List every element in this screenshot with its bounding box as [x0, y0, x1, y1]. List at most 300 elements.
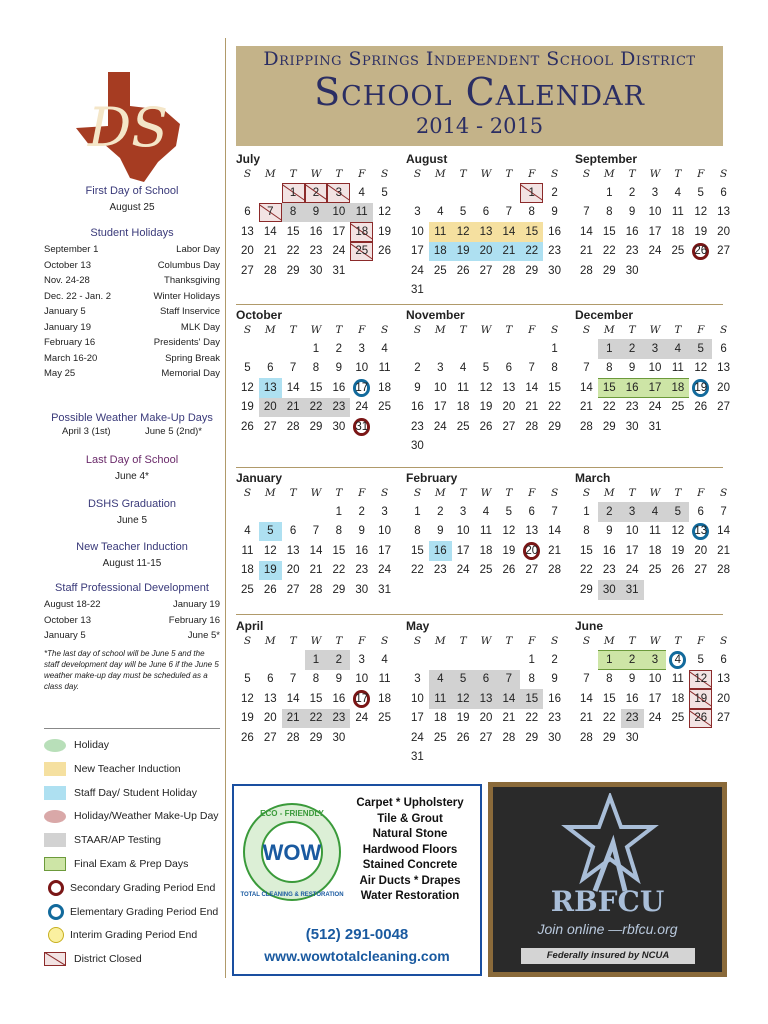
star-icon: [555, 793, 665, 893]
day-number: 20: [263, 401, 277, 414]
day-cell: [373, 650, 396, 670]
day-cell: [598, 689, 621, 709]
day-number: 28: [717, 564, 730, 577]
day-cell: [712, 650, 735, 670]
weekday-label: S: [719, 487, 728, 499]
day-number: 2: [628, 653, 636, 666]
day-number: 30: [309, 264, 323, 277]
day-cell: [543, 417, 566, 437]
day-cell: [575, 398, 598, 418]
day-number: 22: [580, 564, 593, 577]
day-number: 17: [648, 381, 662, 394]
day-number: 13: [479, 225, 493, 238]
month-march: [575, 471, 735, 600]
day-cell: [575, 541, 598, 561]
day-grid: [236, 339, 396, 437]
holiday-row: [44, 320, 220, 336]
day-number: 17: [332, 225, 346, 238]
legend-label: Holiday: [74, 739, 110, 751]
first-day-date: August 25: [109, 202, 155, 213]
day-number: 26: [479, 420, 493, 433]
service-item: Stained Concrete: [362, 859, 458, 871]
day-cell: [452, 561, 475, 581]
day-cell: [689, 378, 712, 398]
day-cell: [644, 242, 667, 262]
day-cell: [712, 561, 735, 581]
legend-item: [44, 806, 219, 826]
holiday-date: Dec. 22 - Jan. 2: [44, 290, 112, 302]
day-cell: [497, 541, 520, 561]
day-cell: [475, 261, 498, 281]
day-number: 21: [502, 712, 516, 725]
day-cell: [689, 398, 712, 418]
day-cell: [575, 261, 598, 281]
day-number: 11: [457, 381, 470, 394]
day-cell: [236, 670, 259, 690]
weekday-label: M: [603, 168, 615, 180]
day-number: 16: [602, 544, 616, 557]
day-number: 30: [355, 583, 369, 596]
day-cell: [543, 378, 566, 398]
day-cell: [452, 359, 475, 379]
day-cell: [305, 709, 328, 729]
weekday-label: T: [674, 324, 682, 336]
weekday-label: W: [480, 168, 492, 180]
day-cell: [598, 709, 621, 729]
empty-cell: [452, 339, 475, 359]
day-number: 9: [414, 381, 421, 394]
day-cell: [305, 561, 328, 581]
holiday-name: Staff Inservice: [159, 306, 220, 317]
weather-swatch-icon: [44, 810, 66, 823]
day-number: 26: [456, 264, 470, 277]
day-number: 28: [286, 731, 300, 744]
day-number: 27: [717, 401, 730, 414]
day-number: 8: [414, 525, 421, 538]
day-cell: [475, 417, 498, 437]
day-cell: [497, 359, 520, 379]
day-cell: [497, 670, 520, 690]
day-cell: [429, 541, 452, 561]
weekday-header: [406, 168, 566, 183]
day-number: 14: [548, 525, 561, 538]
day-number: 30: [625, 264, 639, 277]
holiday-name: Labor Day: [176, 244, 220, 255]
day-cell: [543, 339, 566, 359]
day-cell: [621, 670, 644, 690]
day-number: 31: [411, 751, 424, 764]
holiday-date: February 16: [44, 337, 96, 348]
day-cell: [282, 261, 305, 281]
day-cell: [689, 561, 712, 581]
day-cell: [666, 650, 689, 670]
day-cell: [520, 359, 543, 379]
weekday-label: F: [358, 168, 366, 180]
day-cell: [373, 689, 396, 709]
day-number: 15: [602, 225, 616, 238]
day-cell: [712, 709, 735, 729]
holiday-list: [44, 242, 220, 382]
weekday-header: [575, 168, 735, 183]
day-number: 9: [628, 362, 636, 375]
day-number: 28: [580, 264, 593, 277]
day-cell: [327, 502, 350, 522]
day-number: 26: [694, 245, 708, 258]
holiday-row: [44, 335, 220, 351]
day-number: 22: [309, 712, 323, 725]
day-cell: [689, 541, 712, 561]
day-cell: [429, 522, 452, 542]
day-number: 9: [606, 525, 613, 538]
day-number: 20: [525, 544, 539, 557]
weekday-label: F: [697, 487, 705, 499]
holiday-date: January 5: [44, 306, 86, 317]
empty-cell: [406, 650, 429, 670]
day-number: 22: [602, 401, 616, 414]
day-cell: [621, 222, 644, 242]
weekday-label: S: [582, 487, 591, 499]
day-cell: [644, 359, 667, 379]
day-cell: [543, 261, 566, 281]
day-cell: [406, 748, 429, 768]
day-number: 2: [551, 653, 558, 666]
day-number: 3: [414, 673, 421, 686]
day-cell: [644, 709, 667, 729]
pd-date: October 13: [44, 614, 91, 626]
weekday-label: S: [582, 168, 591, 180]
legend-label: Interim Grading Period End: [70, 929, 198, 942]
day-number: 24: [355, 401, 369, 414]
day-cell: [406, 541, 429, 561]
day-cell: [350, 242, 373, 262]
day-number: 5: [505, 505, 513, 518]
day-number: 8: [528, 673, 535, 686]
weekday-label: M: [603, 635, 615, 647]
day-number: 5: [697, 653, 704, 666]
day-cell: [452, 541, 475, 561]
empty-cell: [429, 183, 452, 203]
month-name: December: [575, 308, 634, 322]
day-number: 23: [332, 401, 346, 414]
weekday-label: S: [380, 324, 389, 336]
day-cell: [327, 359, 350, 379]
weekday-label: S: [719, 324, 728, 336]
day-number: 24: [648, 712, 662, 725]
day-number: 1: [606, 186, 613, 199]
day-cell: [644, 670, 667, 690]
day-number: 11: [671, 362, 684, 375]
day-number: 18: [378, 692, 391, 705]
day-number: 15: [525, 225, 539, 238]
website-link[interactable]: www.wowtotalcleaning.com: [264, 948, 450, 964]
day-cell: [373, 183, 396, 203]
day-number: 28: [502, 731, 516, 744]
weekday-label: W: [480, 487, 492, 499]
day-number: 6: [720, 186, 727, 199]
weekday-label: M: [434, 635, 446, 647]
holiday-date: January 19: [44, 321, 92, 333]
day-number: 10: [648, 673, 662, 686]
day-number: 24: [411, 731, 424, 744]
day-number: 6: [244, 206, 251, 219]
day-cell: [259, 709, 282, 729]
day-number: 8: [312, 673, 320, 686]
day-cell: [282, 689, 305, 709]
day-cell: [406, 359, 429, 379]
day-cell: [712, 203, 735, 223]
badge-top-text: ECO - FRIENDLY: [260, 809, 324, 818]
day-cell: [406, 242, 429, 262]
weekday-label: S: [380, 168, 389, 180]
day-cell: [350, 502, 373, 522]
day-number: 3: [414, 206, 421, 219]
day-cell: [282, 417, 305, 437]
empty-cell: [305, 502, 328, 522]
day-cell: [598, 359, 621, 379]
day-number: 16: [332, 692, 346, 705]
day-cell: [373, 561, 396, 581]
empty-cell: [236, 339, 259, 359]
day-number: 12: [378, 206, 391, 219]
legend-label: New Teacher Induction: [74, 762, 181, 775]
day-number: 28: [309, 583, 323, 596]
day-cell: [621, 709, 644, 729]
ncua-badge: Federally insured by NCUA: [521, 948, 695, 964]
day-number: 2: [414, 362, 421, 375]
day-cell: [497, 417, 520, 437]
day-number: 5: [459, 673, 467, 686]
day-cell: [712, 670, 735, 690]
day-cell: [305, 417, 328, 437]
day-number: 3: [335, 186, 343, 199]
day-number: 27: [717, 245, 730, 258]
day-cell: [575, 222, 598, 242]
weekday-label: S: [550, 487, 559, 499]
day-number: 24: [648, 245, 662, 258]
day-number: 23: [548, 245, 561, 258]
day-number: 9: [358, 525, 365, 538]
day-number: 2: [358, 505, 365, 518]
rbfcu-ad: [488, 782, 727, 977]
weekday-header: [406, 635, 566, 650]
holiday-row: [44, 242, 220, 258]
month-name: April: [236, 619, 264, 633]
day-number: 23: [332, 712, 346, 725]
footnote: *The last day of school will be June 5 and the staff development day will be June 6 if the June 5 weather make-up day must be scheduled as a class day.: [44, 648, 219, 691]
day-cell: [543, 398, 566, 418]
day-number: 17: [648, 692, 662, 705]
legend-item: [44, 949, 142, 969]
day-cell: [621, 339, 644, 359]
day-number: 6: [482, 673, 490, 686]
weekday-label: S: [550, 635, 559, 647]
day-cell: [598, 670, 621, 690]
day-number: 24: [648, 401, 662, 414]
day-cell: [452, 378, 475, 398]
weekday-label: T: [289, 635, 297, 647]
weekday-label: S: [413, 324, 422, 336]
weekday-label: T: [335, 635, 343, 647]
day-number: 29: [309, 731, 323, 744]
weekday-label: F: [358, 635, 366, 647]
day-cell: [575, 709, 598, 729]
day-cell: [598, 261, 621, 281]
day-cell: [373, 339, 396, 359]
day-number: 12: [671, 525, 685, 538]
day-number: 27: [286, 583, 300, 596]
day-cell: [236, 242, 259, 262]
day-cell: [621, 359, 644, 379]
day-cell: [236, 222, 259, 242]
empty-cell: [452, 650, 475, 670]
day-cell: [373, 502, 396, 522]
day-number: 21: [580, 712, 593, 725]
day-cell: [282, 183, 305, 203]
day-number: 13: [717, 362, 730, 375]
day-cell: [429, 261, 452, 281]
day-cell: [598, 728, 621, 748]
day-number: 2: [606, 505, 613, 518]
day-number: 17: [411, 712, 424, 725]
day-number: 9: [437, 525, 444, 538]
legend-item: [44, 925, 197, 945]
day-cell: [406, 689, 429, 709]
day-number: 5: [381, 186, 388, 199]
day-number: 24: [456, 564, 470, 577]
day-number: 19: [502, 544, 516, 557]
day-cell: [543, 183, 566, 203]
day-cell: [575, 728, 598, 748]
empty-cell: [497, 183, 520, 203]
day-cell: [520, 417, 543, 437]
day-number: 19: [694, 225, 708, 238]
day-number: 14: [309, 544, 323, 557]
day-number: 7: [528, 362, 535, 375]
day-number: 21: [286, 401, 300, 414]
wow-cleaning-ad: [232, 784, 482, 976]
day-cell: [575, 417, 598, 437]
day-number: 21: [502, 245, 516, 258]
day-number: 25: [671, 401, 685, 414]
day-cell: [712, 183, 735, 203]
weekday-label: S: [380, 487, 389, 499]
day-cell: [712, 359, 735, 379]
day-number: 20: [694, 544, 708, 557]
day-cell: [327, 261, 350, 281]
day-cell: [350, 689, 373, 709]
day-cell: [406, 398, 429, 418]
day-cell: [406, 502, 429, 522]
empty-cell: [236, 502, 259, 522]
legend-item: [44, 878, 215, 898]
day-number: 4: [437, 673, 444, 686]
empty-cell: [575, 183, 598, 203]
day-cell: [305, 203, 328, 223]
day-cell: [236, 728, 259, 748]
phone-number[interactable]: (512) 291-0048: [305, 926, 409, 943]
day-number: 13: [479, 692, 493, 705]
induction-heading: New Teacher Induction: [76, 541, 188, 553]
day-number: 29: [286, 264, 300, 277]
weekday-label: M: [603, 487, 615, 499]
day-number: 7: [720, 505, 727, 518]
day-number: 15: [602, 692, 616, 705]
day-cell: [520, 502, 543, 522]
day-number: 2: [551, 186, 558, 199]
day-number: 16: [625, 692, 639, 705]
logo-text: DS: [87, 96, 169, 159]
day-cell: [282, 670, 305, 690]
day-cell: [598, 242, 621, 262]
pd-row: [44, 597, 220, 613]
rbfcu-join-link[interactable]: Join online —rbfcu.org: [537, 921, 678, 937]
day-number: 30: [411, 440, 424, 453]
empty-cell: [475, 183, 498, 203]
day-number: 19: [479, 401, 493, 414]
empty-cell: [259, 650, 282, 670]
day-number: 18: [378, 381, 391, 394]
empty-cell: [236, 183, 259, 203]
day-cell: [497, 242, 520, 262]
service-item: Tile & Grout: [377, 812, 443, 825]
day-cell: [598, 183, 621, 203]
day-grid: [575, 502, 735, 600]
legend-label: Staff Day/ Student Holiday: [74, 786, 197, 799]
legend-label: District Closed: [74, 953, 142, 966]
day-cell: [350, 203, 373, 223]
day-number: 6: [720, 342, 727, 355]
day-cell: [327, 561, 350, 581]
day-number: 30: [548, 731, 561, 744]
day-cell: [236, 261, 259, 281]
holiday-name: Columbus Day: [157, 259, 220, 271]
day-number: 30: [332, 420, 346, 433]
weekday-label: S: [243, 168, 252, 180]
weekday-label: T: [674, 168, 682, 180]
day-number: 9: [335, 362, 343, 375]
day-number: 29: [602, 420, 616, 433]
day-cell: [689, 222, 712, 242]
day-cell: [259, 261, 282, 281]
day-number: 27: [263, 420, 277, 433]
weekday-label: T: [628, 487, 636, 499]
day-number: 13: [263, 381, 277, 394]
day-cell: [497, 222, 520, 242]
day-cell: [543, 561, 566, 581]
day-cell: [497, 378, 520, 398]
weekday-label: W: [480, 324, 492, 336]
day-number: 15: [548, 381, 561, 394]
day-number: 20: [717, 692, 730, 705]
day-number: 12: [694, 673, 708, 686]
day-number: 31: [625, 583, 639, 596]
day-cell: [327, 522, 350, 542]
day-number: 17: [625, 544, 639, 557]
day-cell: [497, 522, 520, 542]
day-number: 19: [456, 712, 470, 725]
day-number: 21: [580, 401, 593, 414]
day-cell: [644, 541, 667, 561]
day-cell: [598, 339, 621, 359]
day-cell: [520, 709, 543, 729]
legend-item: [44, 735, 109, 755]
weekday-label: T: [335, 487, 343, 499]
day-cell: [543, 689, 566, 709]
empty-cell: [575, 339, 598, 359]
badge-bottom-text: TOTAL CLEANING & RESTORATION: [240, 892, 344, 898]
day-number: 22: [286, 245, 300, 258]
empty-cell: [236, 650, 259, 670]
